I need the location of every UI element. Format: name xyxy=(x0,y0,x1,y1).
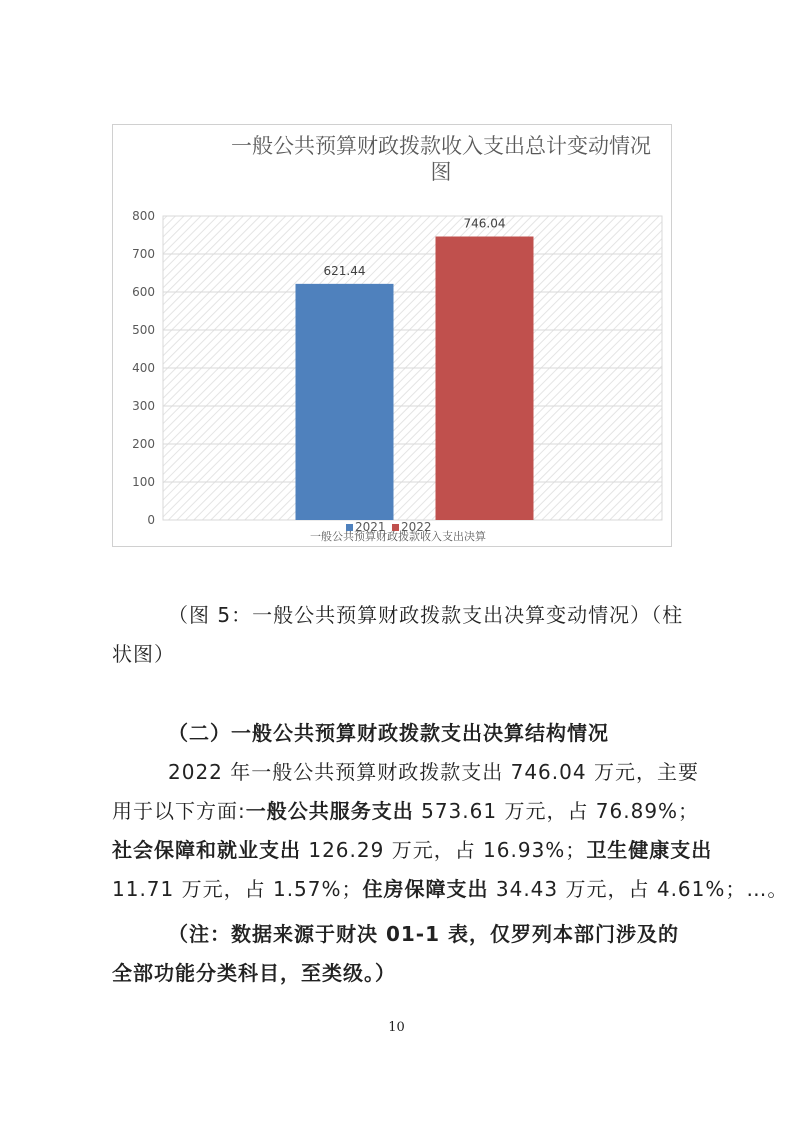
data-label: 746.04 xyxy=(463,216,506,231)
legend-label: 2022 xyxy=(401,520,432,534)
section-heading: （二）一般公共预算财政拨款支出决算结构情况 xyxy=(168,721,609,745)
x-axis-label: 一般公共预算财政拨款收入支出决算 xyxy=(310,530,486,543)
y-tick-label: 400 xyxy=(132,361,155,375)
y-tick-label: 800 xyxy=(132,209,155,223)
chart-panel xyxy=(112,124,672,547)
y-tick-label: 600 xyxy=(132,285,155,299)
bar-chart xyxy=(113,125,671,546)
category-general-public-services: 一般公共服务支出 xyxy=(245,799,414,823)
body-text: 573.61 万元，占 76.89%； xyxy=(413,799,700,823)
body-text: 34.43 万元，占 4.61%；…。 xyxy=(488,877,789,901)
bar-2021 xyxy=(296,284,394,520)
body-text: 用于以下方面: xyxy=(112,799,246,823)
bar-2022 xyxy=(436,237,534,520)
chart-title-line1: 一般公共预算财政拨款收入支出总计变动情况 xyxy=(231,134,651,158)
body-line-1: 2022 年一般公共预算财政拨款支出 746.04 万元，主要 xyxy=(168,760,699,784)
y-tick-label: 700 xyxy=(132,247,155,261)
body-line-4 xyxy=(112,871,788,907)
chart-title-line2: 图 xyxy=(430,160,452,184)
note-line-1: （注：数据来源于财决 01-1 表，仅罗列本部门涉及的 xyxy=(168,922,679,946)
legend-label: 2021 xyxy=(355,520,386,534)
y-tick-label: 200 xyxy=(132,437,155,451)
category-social-security: 社会保障和就业支出 xyxy=(112,838,301,862)
body-text: 126.29 万元，占 16.93%； xyxy=(301,838,587,862)
figure-caption-line1: （图 5：一般公共预算财政拨款支出决算变动情况）（柱 xyxy=(168,603,684,627)
category-housing: 住房保障支出 xyxy=(362,877,489,901)
data-label: 621.44 xyxy=(323,263,366,278)
figure-caption-line2: 状图） xyxy=(112,642,175,666)
y-tick-label: 500 xyxy=(132,323,155,337)
body-line-3 xyxy=(112,832,712,868)
page-number: 10 xyxy=(388,1020,405,1035)
y-tick-label: 100 xyxy=(132,475,155,489)
body-line-2 xyxy=(112,793,699,829)
y-tick-label: 0 xyxy=(147,513,155,527)
body-text: 11.71 万元，占 1.57%； xyxy=(112,877,363,901)
category-health: 卫生健康支出 xyxy=(586,838,713,862)
y-tick-label: 300 xyxy=(132,399,155,413)
note-line-2: 全部功能分类科目，至类级。） xyxy=(112,961,396,985)
